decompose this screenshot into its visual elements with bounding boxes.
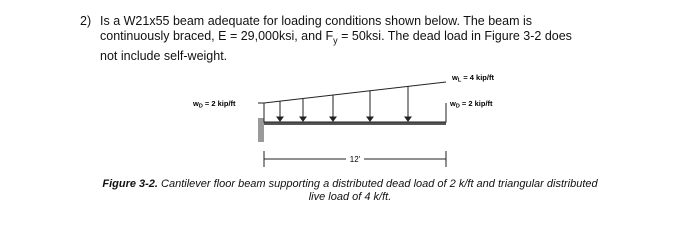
span-label: 12' xyxy=(349,155,361,164)
figure-caption xyxy=(0,178,700,204)
dead-load-left-label: $w_D = 2$ kip/ft xyxy=(193,99,236,110)
caption-text-1: Cantilever floor beam supporting a distributed dead load of 2 k/ft and triangular distributed xyxy=(157,178,598,190)
load-arrow-head xyxy=(367,117,373,121)
load-arrow-head xyxy=(330,117,336,121)
live-load-slope-line xyxy=(264,82,446,103)
problem-number: 2) xyxy=(80,14,92,28)
load-arrow-head xyxy=(405,117,411,121)
dead-load-outline xyxy=(264,103,446,122)
live-load-label: $w_L = 4$ kip/ft xyxy=(452,73,494,84)
caption-line-2: live load of 4 k/ft. xyxy=(308,191,392,203)
caption-figure-number: Figure 3-2. xyxy=(102,178,158,190)
load-arrow-head xyxy=(300,117,306,121)
load-arrow-head xyxy=(277,117,283,121)
fy-subscript: y xyxy=(333,35,338,46)
caption-line-1 xyxy=(0,178,700,191)
problem-line-1: Is a W21x55 beam adequate for loading conditions shown below. The beam is xyxy=(100,14,532,28)
fixed-support-wall xyxy=(258,118,264,142)
problem-line-2-end: = 50ksi. The dead load in Figure 3-2 does xyxy=(337,29,572,43)
problem-line-2-start: continuously braced, E = 29,000ksi, and F xyxy=(100,29,334,43)
dead-load-right-label: $w_D = 2$ kip/ft xyxy=(450,99,493,110)
load-arrows xyxy=(277,86,411,121)
problem-line-3: not include self-weight. xyxy=(100,48,228,63)
